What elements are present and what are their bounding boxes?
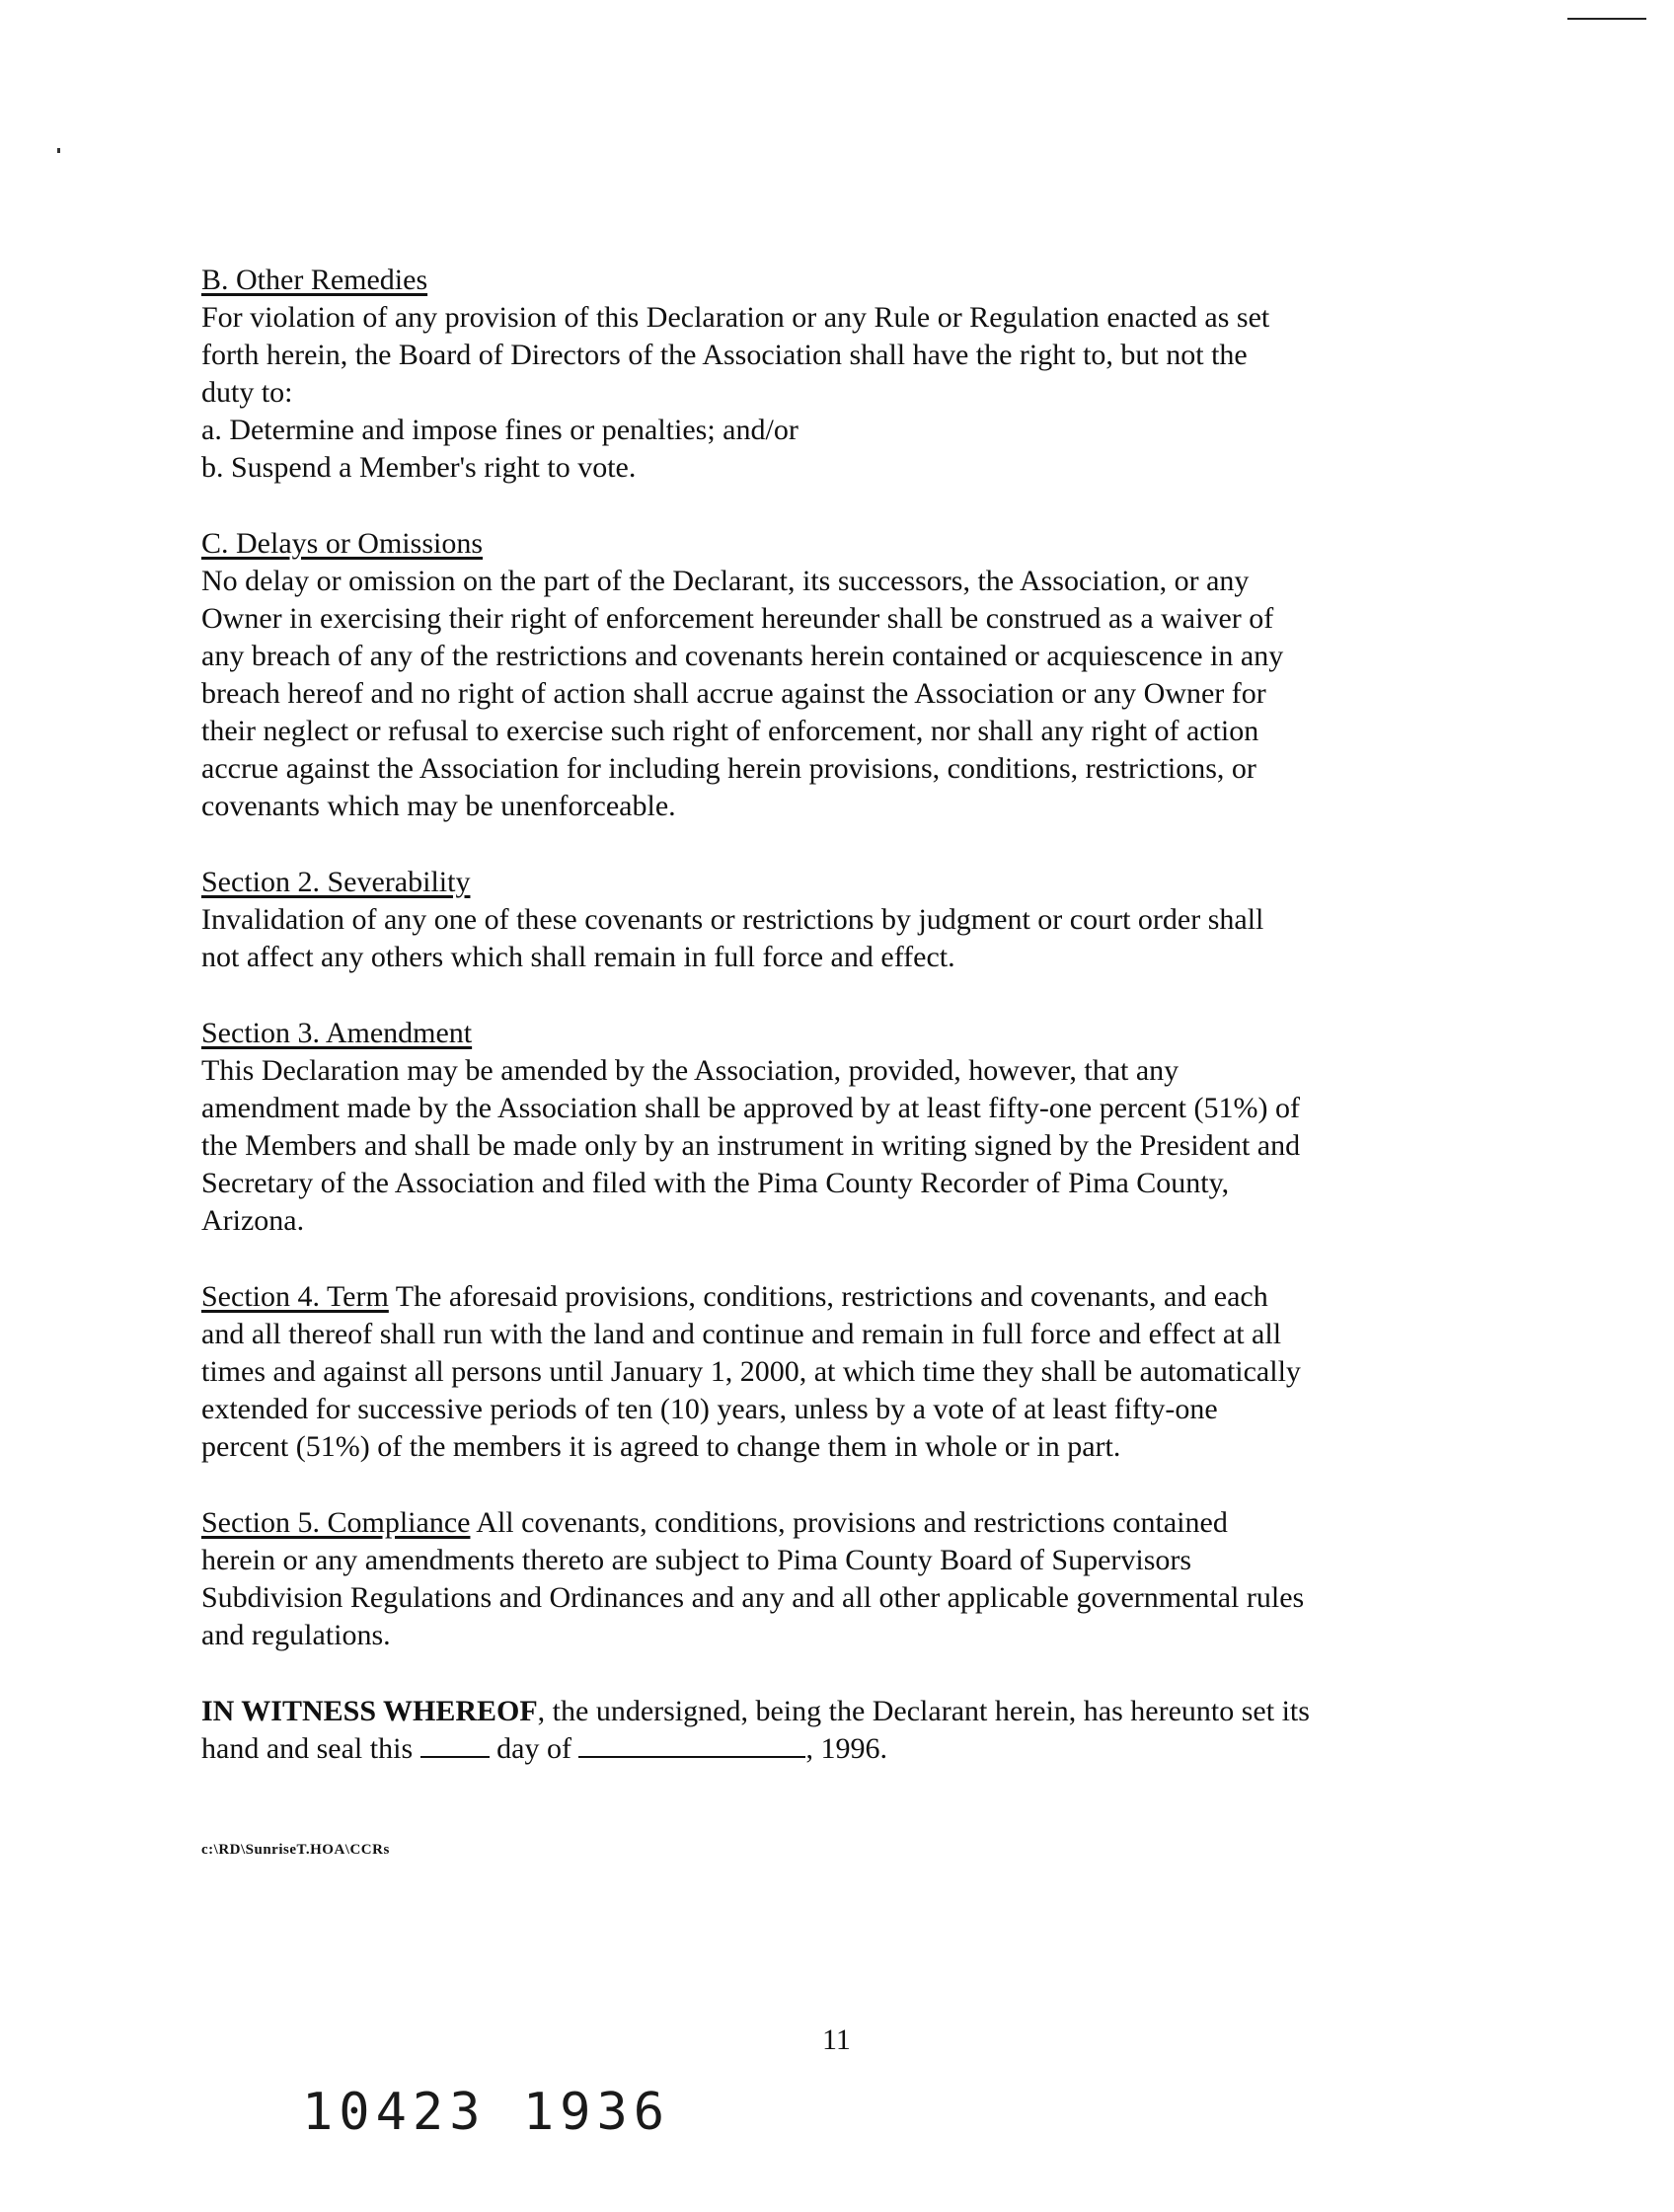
text-line: the Members and shall be made only by an instrument in writing signed by the President and [201, 1129, 1301, 1162]
section-heading: C. Delays or Omissions [201, 527, 483, 560]
text-line: Arizona. [201, 1204, 305, 1237]
text-line: herein or any amendments thereto are subject to Pima County Board of Supervisors [201, 1544, 1192, 1576]
text-line: their neglect or refusal to exercise such right of enforcement, nor shall any right of action [201, 715, 1259, 747]
text-line [201, 1278, 1504, 1316]
section-heading: Section 5. Compliance [201, 1506, 471, 1539]
text-line [201, 1693, 1504, 1730]
list-item: b. Suspend a Member's right to vote. [201, 451, 637, 484]
page-number: 11 [822, 2023, 851, 2056]
section-amendment [201, 1015, 1504, 1240]
section-severability [201, 864, 1504, 976]
section-delays-omissions [201, 525, 1504, 825]
text-line [201, 1504, 1504, 1542]
text-line: This Declaration may be amended by the Association, provided, however, that any [201, 1054, 1179, 1087]
text-line: and all thereof shall run with the land and continue and remain in full force and effect at all [201, 1318, 1282, 1350]
section-heading: Section 4. Term [201, 1280, 389, 1313]
text-line: any breach of any of the restrictions and covenants herein contained or acquiescence in any [201, 640, 1284, 672]
section-heading: Section 2. Severability [201, 866, 471, 898]
recording-number: 10423 1936 [302, 2083, 671, 2142]
text-line: amendment made by the Association shall be approved by at least fifty-one percent (51%) of [201, 1092, 1300, 1124]
text-line: For violation of any provision of this Declaration or any Rule or Regulation enacted as set [201, 301, 1270, 334]
text-line: covenants which may be unenforceable. [201, 790, 676, 822]
text-run: hand and seal this [201, 1732, 420, 1765]
section-term [201, 1278, 1504, 1466]
file-path: c:\RD\SunriseT.HOA\CCRs [201, 1842, 390, 1858]
month-blank [578, 1732, 805, 1758]
text-line: and regulations. [201, 1619, 391, 1651]
text-line: Secretary of the Association and filed with the Pima County Recorder of Pima County, [201, 1167, 1230, 1199]
witness-lead: IN WITNESS WHEREOF [201, 1695, 538, 1727]
text-run: day of [489, 1732, 579, 1765]
text-run: All covenants, conditions, provisions and restrictions contained [470, 1506, 1228, 1539]
day-blank [420, 1732, 490, 1758]
document-body [201, 262, 1504, 1806]
list-item: a. Determine and impose fines or penalties; and/or [201, 414, 799, 446]
witness-clause [201, 1693, 1504, 1768]
text-line: Subdivision Regulations and Ordinances and any and all other applicable governmental rules [201, 1581, 1305, 1614]
scan-corner-line [1567, 18, 1646, 20]
text-line: percent (51%) of the members it is agreed to change them in whole or in part. [201, 1430, 1121, 1463]
text-line [201, 1730, 1504, 1768]
text-line: breach hereof and no right of action shall accrue against the Association or any Owner for [201, 677, 1266, 710]
text-run: , the undersigned, being the Declarant herein, has hereunto set its [537, 1695, 1310, 1727]
text-run: The aforesaid provisions, conditions, restrictions and covenants, and each [388, 1280, 1268, 1313]
text-line: times and against all persons until January 1, 2000, at which time they shall be automatically [201, 1355, 1301, 1388]
text-line: accrue against the Association for including herein provisions, conditions, restrictions, or [201, 752, 1256, 785]
text-line: Invalidation of any one of these covenants or restrictions by judgment or court order shall [201, 903, 1264, 936]
section-compliance [201, 1504, 1504, 1654]
scan-speck [57, 148, 60, 153]
text-line: not affect any others which shall remain in full force and effect. [201, 941, 955, 973]
section-heading: Section 3. Amendment [201, 1017, 473, 1049]
text-line: extended for successive periods of ten (10) years, unless by a vote of at least fifty-one [201, 1393, 1218, 1425]
section-heading: B. Other Remedies [201, 264, 428, 296]
text-line: duty to: [201, 376, 293, 409]
text-run: , 1996. [805, 1732, 887, 1765]
text-line: forth herein, the Board of Directors of the Association shall have the right to, but not the [201, 339, 1248, 371]
text-line: Owner in exercising their right of enforcement hereunder shall be construed as a waiver of [201, 602, 1274, 635]
text-line: No delay or omission on the part of the Declarant, its successors, the Association, or any [201, 565, 1250, 597]
section-other-remedies [201, 262, 1504, 487]
